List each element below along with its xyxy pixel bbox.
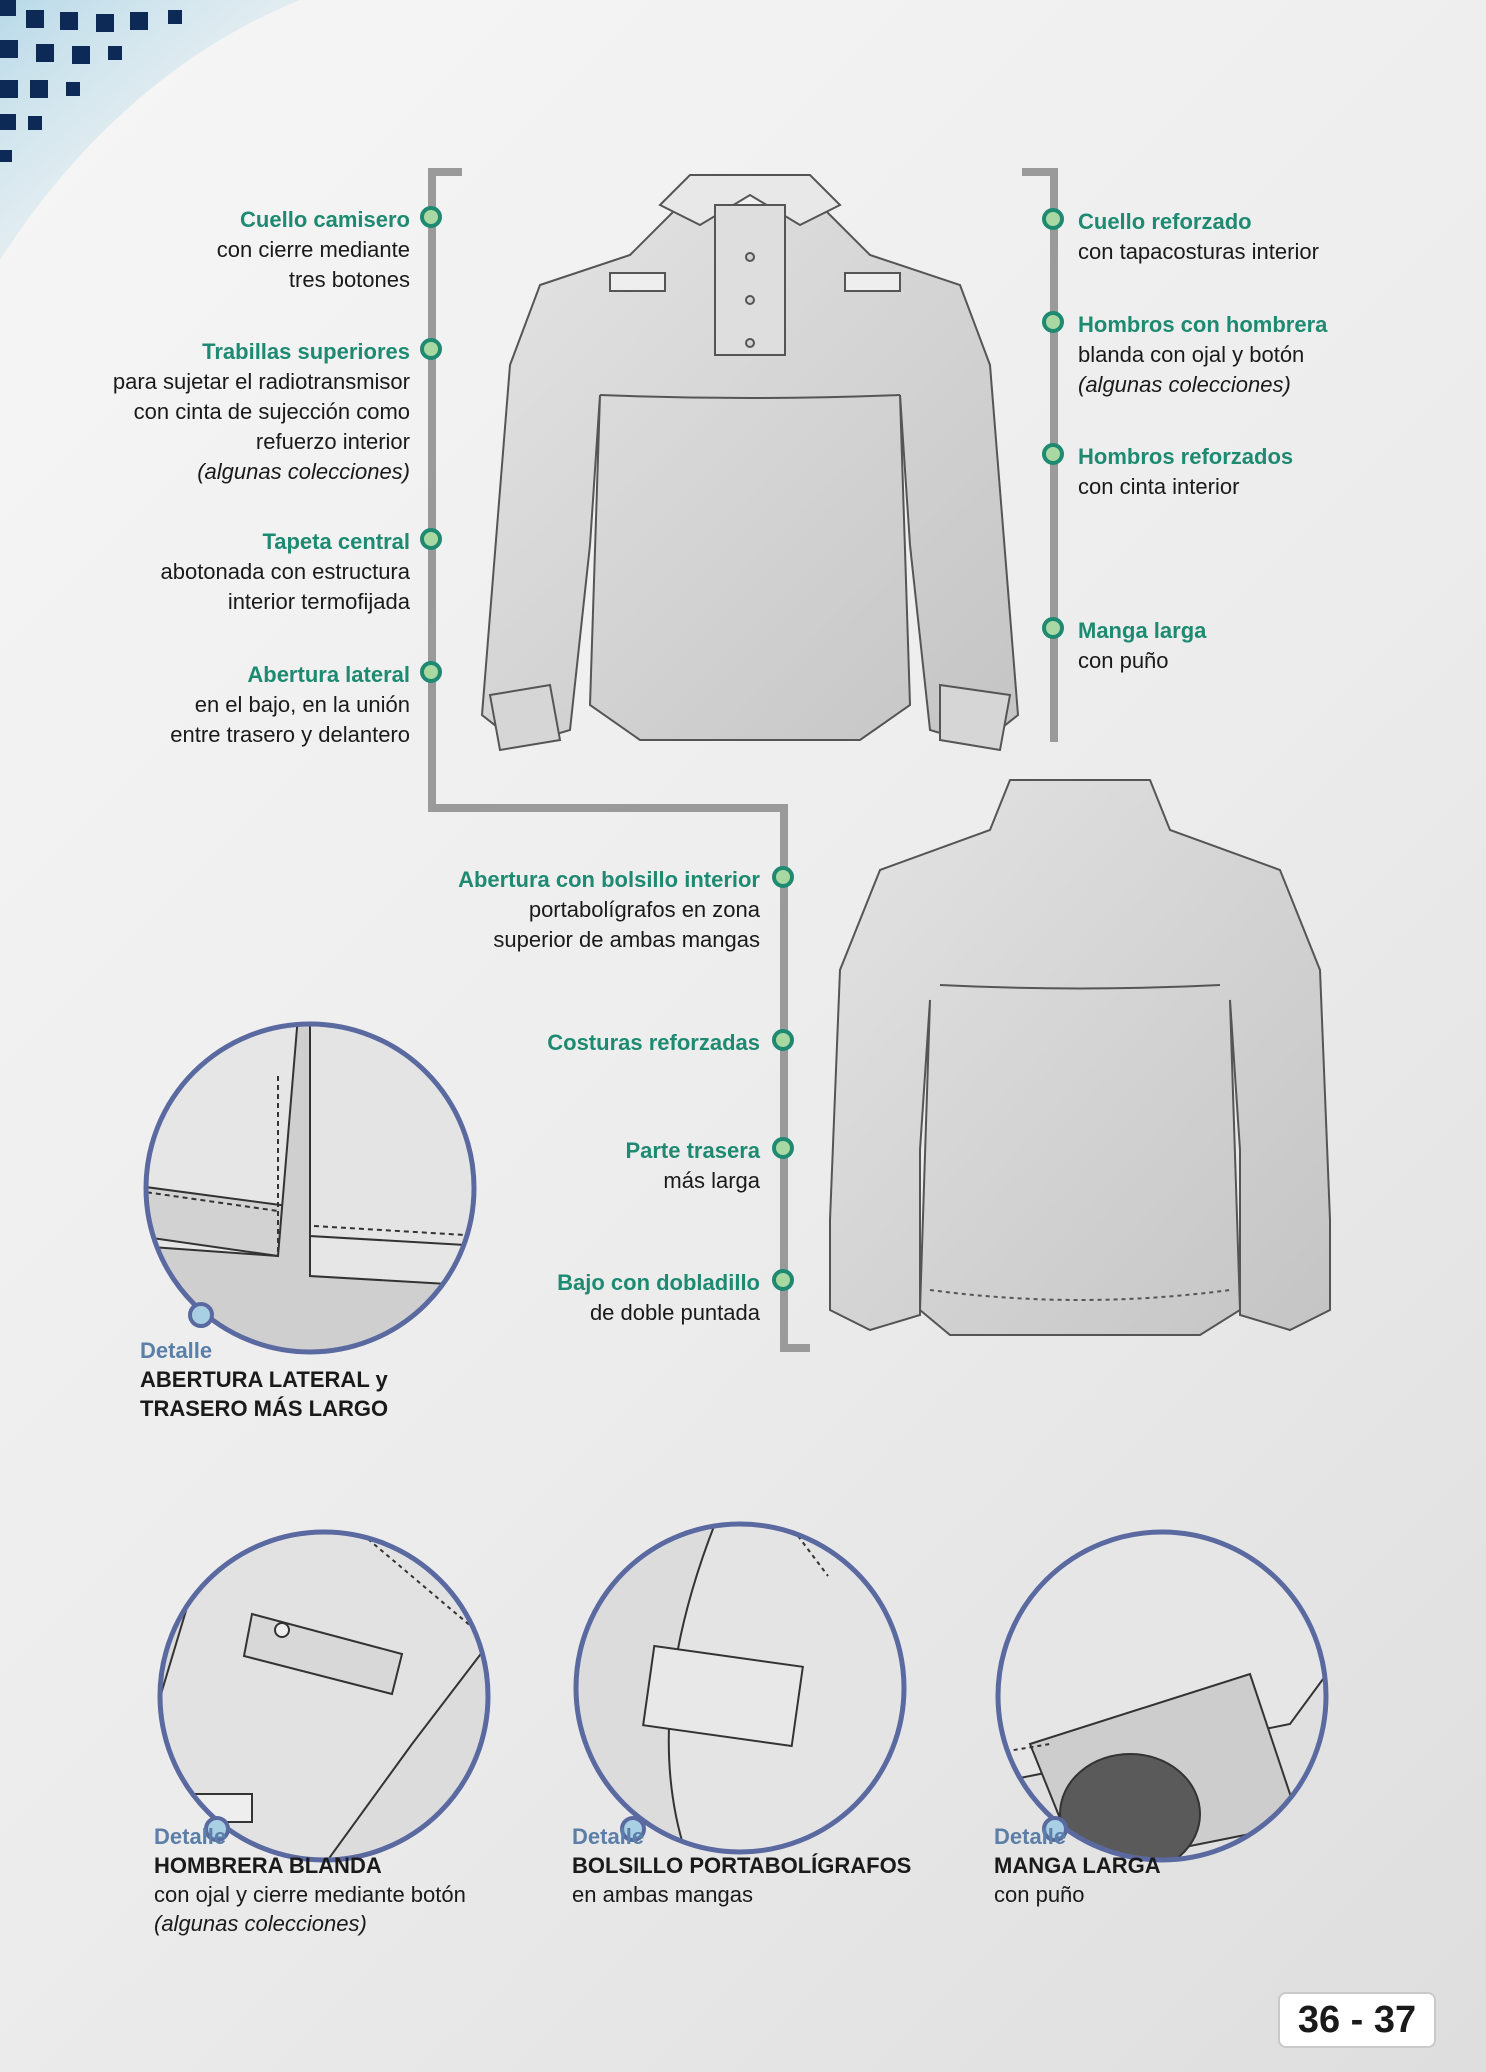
- feature-abertura-lateral: [0, 660, 410, 750]
- feature-line: portabolígrafos en zona: [528, 897, 760, 922]
- detail-circle-manga: [990, 1524, 1334, 1868]
- front-shirt-illustration: [470, 165, 1030, 765]
- feature-cuello-reforzado: [1078, 207, 1458, 267]
- feature-marker: [772, 1137, 794, 1159]
- detail-circle-hombrera: [152, 1524, 496, 1868]
- detail-caption-hombrera: [154, 1822, 534, 1938]
- feature-marker: [772, 1029, 794, 1051]
- detail-kicker: Detalle: [154, 1824, 227, 1849]
- detail-kicker: Detalle: [572, 1824, 645, 1849]
- feature-line: superior de ambas mangas: [493, 927, 760, 952]
- feature-line: para sujetar el radiotransmisor: [112, 369, 410, 394]
- detail-marker: [188, 1302, 214, 1328]
- back-shirt-illustration: [820, 770, 1340, 1350]
- feature-title: Bajo con dobladillo: [557, 1270, 760, 1295]
- feature-marker: [1042, 617, 1064, 639]
- feature-title: Cuello reforzado: [1078, 209, 1252, 234]
- detail-description: en ambas mangas: [572, 1882, 753, 1907]
- feature-title: Costuras reforzadas: [547, 1030, 760, 1055]
- detail-description: con puño: [994, 1882, 1085, 1907]
- detail-heading: ABERTURA LATERAL y: [140, 1367, 388, 1392]
- feature-line: en el bajo, en la unión: [194, 692, 410, 717]
- left-bracket-connector: [428, 804, 788, 812]
- feature-manga-larga: [1078, 616, 1458, 676]
- detail-circle-bolsillo: [568, 1516, 912, 1860]
- feature-title: Parte trasera: [625, 1138, 760, 1163]
- detail-heading: HOMBRERA BLANDA: [154, 1853, 382, 1878]
- feature-title: Manga larga: [1078, 618, 1207, 643]
- feature-trabillas-superiores: [0, 337, 410, 487]
- detail-kicker: Detalle: [994, 1824, 1067, 1849]
- detail-kicker: Detalle: [140, 1338, 213, 1363]
- detail-heading: MANGA LARGA: [994, 1853, 1161, 1878]
- left-bracket-vertical: [428, 168, 436, 810]
- feature-title: Abertura lateral: [247, 662, 410, 687]
- feature-title: Cuello camisero: [240, 207, 410, 232]
- feature-tapeta-central: [0, 527, 410, 617]
- feature-title: Trabillas superiores: [202, 339, 410, 364]
- feature-hombros-reforzados: [1078, 442, 1458, 502]
- feature-line: blanda con ojal y botón: [1078, 342, 1305, 367]
- feature-marker: [772, 1269, 794, 1291]
- detail-caption-manga: [994, 1822, 1374, 1909]
- feature-title: Hombros reforzados: [1078, 444, 1294, 469]
- feature-line: más larga: [663, 1168, 760, 1193]
- feature-line: de doble puntada: [589, 1300, 760, 1325]
- feature-marker: [420, 661, 442, 683]
- feature-line: con puño: [1078, 648, 1169, 673]
- feature-line: interior termofijada: [227, 589, 410, 614]
- detail-description: con ojal y cierre mediante botón: [154, 1882, 466, 1907]
- feature-marker: [420, 206, 442, 228]
- feature-line: entre trasero y delantero: [170, 722, 410, 747]
- middle-bracket-bottom: [780, 1344, 810, 1352]
- feature-cuello-camisero: [0, 205, 410, 295]
- feature-line: con tapacosturas interior: [1078, 239, 1319, 264]
- detail-note: (algunas colecciones): [154, 1911, 367, 1936]
- feature-line: tres botones: [288, 267, 410, 292]
- feature-marker: [1042, 208, 1064, 230]
- page-number: 36 - 37: [1278, 1992, 1436, 2048]
- feature-line: abotonada con estructura: [160, 559, 410, 584]
- feature-line: con cierre mediante: [216, 237, 410, 262]
- feature-marker: [420, 528, 442, 550]
- feature-line: refuerzo interior: [255, 429, 410, 454]
- feature-line: con cinta de sujección como: [133, 399, 410, 424]
- feature-marker: [772, 866, 794, 888]
- feature-marker: [1042, 443, 1064, 465]
- feature-title: Abertura con bolsillo interior: [458, 867, 760, 892]
- detail-caption-bolsillo: [572, 1822, 952, 1909]
- feature-marker: [1042, 311, 1064, 333]
- detail-heading: TRASERO MÁS LARGO: [140, 1396, 389, 1421]
- detail-heading: BOLSILLO PORTABOLÍGRAFOS: [572, 1853, 912, 1878]
- feature-title: Hombros con hombrera: [1078, 312, 1328, 337]
- feature-marker: [420, 338, 442, 360]
- feature-hombros-con-hombrera: [1078, 310, 1458, 400]
- detail-caption-abertura-lateral: [140, 1336, 540, 1423]
- feature-note: (algunas colecciones): [1078, 372, 1291, 397]
- feature-title: Tapeta central: [262, 529, 410, 554]
- feature-line: con cinta interior: [1078, 474, 1240, 499]
- feature-note: (algunas colecciones): [197, 459, 410, 484]
- feature-abertura-bolsillo: [300, 865, 760, 955]
